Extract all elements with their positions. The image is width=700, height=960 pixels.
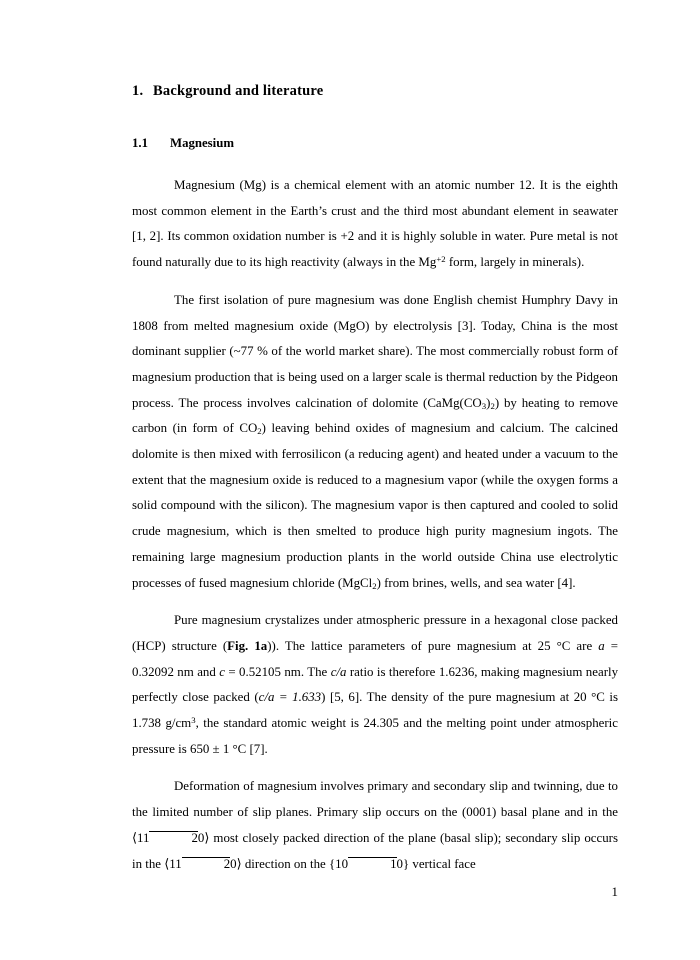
ca-ratio-symbol: c/a	[330, 664, 347, 679]
chapter-heading	[132, 82, 618, 100]
section-heading	[132, 135, 618, 152]
co2-subscript: 2	[257, 426, 262, 437]
miller-direction-open-2: ⟨11	[164, 856, 182, 871]
ideal-ca-ratio: c/a = 1.633	[258, 690, 322, 705]
temperature-25c: 25 °C	[537, 638, 571, 653]
paragraph-deformation: Deformation of magnesium involves primary and secondary slip and twinning, due to the limited number of slip planes. Primary slip occurs on the (0001) basal plane and in the ⟨11 20⟩ most closely packed direction of the plane (basal slip); secondary slip occurs in the ⟨11 20⟩ direction on the {10 10} vertical face	[132, 779, 619, 871]
miller-direction-1120	[132, 831, 209, 845]
paragraph-magnesium-intro: Magnesium (Mg) is a chemical element with an atomic number 12. It is the eighth most common element in the Earth’s crust and the third most abundant element in seawater [1, 2]. Its common oxidation number is +2 and it is highly soluble in water. Pure metal is not found naturally due to its high reactivity (always in the $Mg^{+2}$ form, largely in minerals).	[132, 178, 619, 270]
ca-ratio-value: 1.6236	[438, 664, 475, 679]
density-unit	[165, 716, 195, 730]
miller-direction-close-2: 0⟩	[230, 856, 242, 871]
miller-face-overbar-digit: 1	[348, 857, 396, 871]
miller-face-open: {10	[328, 856, 349, 871]
citation-1-2: [1, 2]	[132, 229, 161, 244]
mg-symbol: Mg	[418, 255, 437, 270]
miller-direction-1120-second	[164, 857, 241, 871]
dolomite-subscript-3: 3	[481, 400, 487, 411]
citation-3: [3]	[457, 318, 473, 333]
year-isolation-value: 1808	[132, 318, 158, 333]
oxidation-number-value: +2	[340, 229, 355, 244]
basal-plane-indices: (0001)	[461, 805, 497, 820]
miller-direction-open: ⟨11	[132, 830, 150, 845]
density-unit-base: g/cm	[165, 716, 192, 731]
dolomite-formula	[427, 396, 495, 410]
market-share-value: ~77 %	[233, 344, 268, 359]
mgcl2-symbol: MgCl	[342, 575, 373, 590]
citation-5-6: [5, 6]	[329, 690, 360, 705]
paragraph-magnesium-production: The first isolation of pure magnesium was done English chemist Humphry Davy in 1808 from melted magnesium oxide (MgO) by electrolysis [3]. Today, China is the most dominant supplier (~77 % of the world market share). The most commercially robust form of magnesium production that is being used on a larger scale is thermal reduction by the Pidgeon process. The process involves calcination of dolomite $(CaMg(CO_3)_2)$ by heating to remove carbon (in form of $CO_2$) leaving behind oxides of magnesium and calcium. The calcined dolomite is then mixed with ferrosilicon (a reducing agent) and heated under a vacuum to the extent that the magnesium oxide is reduced to a magnesium vapor (while the oxygen forms a solid compound with the silicon). The magnesium vapor is then captured and cooled to solid crude magnesium, which is then smelted to produce high purity magnesium ingots. The remaining large magnesium production plants in the world outside China use electrolytic processes of fused magnesium chloride (MgCl$_2$) from brines, wells, and sea water [4].	[132, 292, 619, 591]
atomic-weight-value: 24.305	[363, 716, 399, 731]
magnesium-chloride-formula	[342, 576, 376, 590]
page-number: 1	[611, 885, 618, 899]
page-content	[132, 82, 618, 877]
lattice-parameter-a-value: 0.32092 nm	[132, 664, 194, 679]
dolomite-subscript-2: 2	[490, 400, 495, 411]
miller-direction-overbar-digit: 2	[149, 831, 197, 845]
lattice-parameter-c-value: 0.52105 nm	[239, 664, 301, 679]
co2-symbol: CO	[239, 421, 258, 436]
citation-7: [7]	[249, 741, 265, 756]
atomic-number-value: 12	[518, 178, 532, 192]
miller-direction-close: 0⟩	[197, 830, 210, 845]
chapter-title: Background and literature	[153, 83, 324, 99]
carbon-dioxide-formula	[239, 421, 261, 435]
miller-face-1010	[329, 857, 409, 871]
dolomite-formula-paren: )	[486, 395, 491, 410]
section-number: 1.1	[132, 136, 148, 150]
miller-face-close: 0}	[396, 856, 410, 871]
magnesium-ion-formula	[418, 255, 445, 269]
melting-point-value: 650 ± 1 °C	[190, 741, 247, 756]
density-value: 1.738	[132, 716, 162, 731]
figure-reference: Fig. 1a	[227, 638, 268, 653]
density-unit-exponent: 3	[191, 715, 196, 726]
miller-direction-overbar-digit-2: 2	[182, 857, 230, 871]
citation-4: [4]	[557, 575, 573, 590]
paragraph-crystal-structure: Pure magnesium crystalizes under atmospheric pressure in a hexagonal close packed (HCP) structure (Fig. 1a)). The lattice parameters of pure magnesium at 25 °C are a = 0.32092 nm and c = 0.52105 nm. The c/a ratio is therefore 1.6236, making magnesium nearly perfectly close packed (c/a = 1.633) [5, 6]. The density of the pure magnesium at 20 °C is 1.738 $g/cm^3$, the standard atomic weight is 24.305 and the melting point under atmospheric pressure is 650 ± 1 °C [7].	[132, 613, 619, 756]
mgcl2-subscript: 2	[372, 580, 377, 591]
lattice-parameter-c-symbol: c	[219, 664, 225, 679]
dolomite-formula-part1: CaMg(CO	[427, 395, 482, 410]
mg-charge-superscript: +2	[436, 254, 446, 265]
section-title: Magnesium	[170, 136, 234, 150]
lattice-parameter-a-symbol: a	[598, 638, 605, 653]
temperature-20c: 20 °C	[573, 690, 605, 705]
chapter-number: 1.	[132, 83, 144, 99]
